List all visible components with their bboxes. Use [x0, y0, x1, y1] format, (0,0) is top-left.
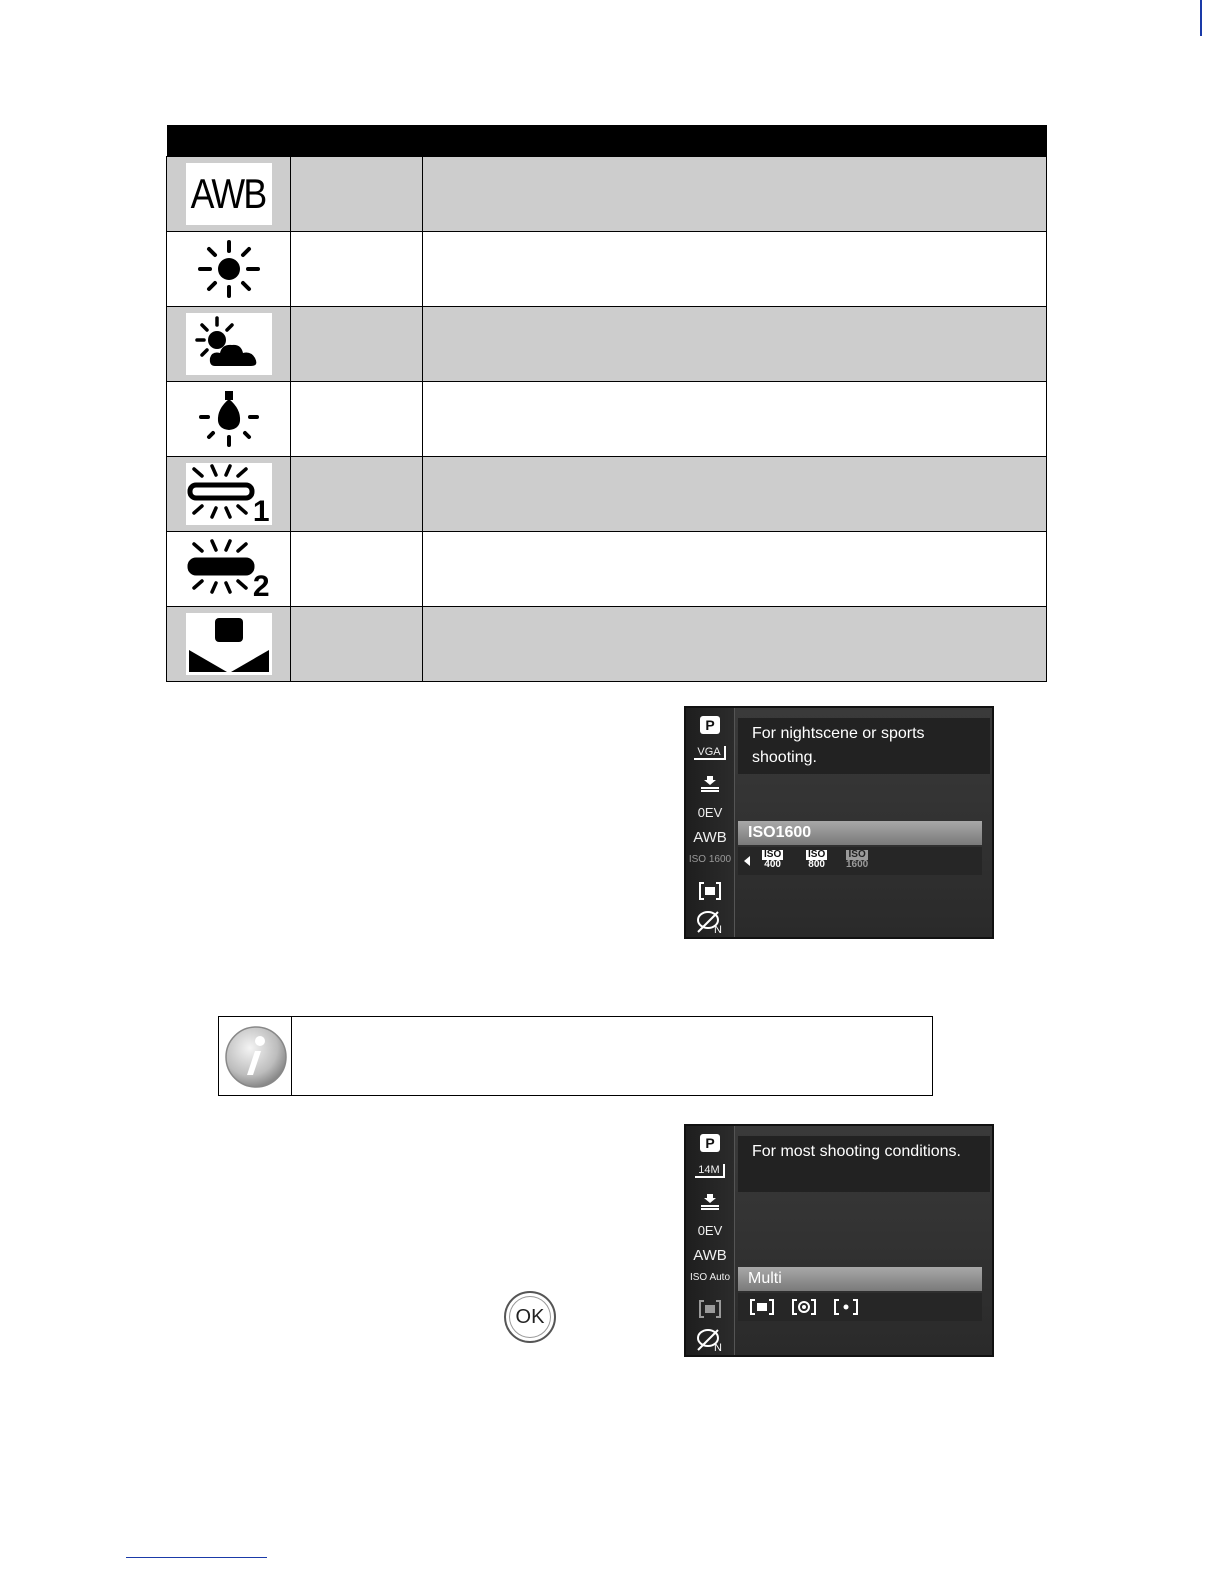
iso-selected-option[interactable]: ISO1600 [738, 821, 982, 845]
spot-metering-icon[interactable] [834, 1299, 858, 1315]
camera-side-menu [686, 708, 735, 937]
iso-options-bar [738, 847, 982, 875]
table-row [167, 307, 1047, 382]
table-row [167, 607, 1047, 682]
iso-400-option[interactable]: ISO 400 [764, 849, 782, 870]
color-effect-icon [686, 910, 734, 937]
iso-description: For nightscene or sports shooting. [738, 718, 990, 774]
white-balance-icon: AWB [693, 829, 727, 846]
left-arrow-icon[interactable] [744, 856, 750, 866]
info-icon [219, 1017, 292, 1095]
metering-icon [686, 882, 734, 903]
note-box [218, 1016, 933, 1096]
quality-icon [686, 1194, 734, 1213]
image-size-icon: VGA [686, 746, 734, 760]
program-mode-icon: P [686, 716, 734, 734]
camera-side-menu [686, 1126, 735, 1355]
color-effect-icon [686, 1328, 734, 1355]
table-row [167, 232, 1047, 307]
metering-icon [686, 1300, 734, 1321]
table-header-row [167, 125, 1047, 157]
image-size-icon: 14M [686, 1164, 734, 1178]
metering-options-bar [738, 1293, 982, 1321]
footer-link-underline [126, 1557, 267, 1558]
incandescent-bulb-icon [186, 388, 272, 450]
ok-button[interactable]: OK [504, 1291, 556, 1343]
page-edge-rule [1200, 0, 1202, 36]
metering-camera-screen [684, 1124, 994, 1357]
fluorescent-2-icon: 2 [186, 538, 272, 600]
svg-text:N: N [714, 1342, 722, 1352]
multi-metering-icon[interactable] [750, 1299, 774, 1315]
white-balance-table [166, 125, 1047, 682]
iso-800-option[interactable]: ISO 800 [808, 849, 826, 870]
metering-description: For most shooting conditions. [738, 1136, 990, 1192]
exposure-icon: 0EV [697, 805, 723, 820]
table-row [167, 382, 1047, 457]
center-metering-icon[interactable] [792, 1299, 816, 1315]
exposure-icon: 0EV [697, 1223, 723, 1238]
iso-icon: ISO 1600 [688, 854, 732, 865]
quality-icon [686, 776, 734, 795]
iso-camera-screen [684, 706, 994, 939]
iso-icon: ISO Auto [689, 1272, 731, 1283]
program-mode-icon: P [686, 1134, 734, 1152]
sun-icon [186, 238, 272, 300]
iso-1600-option[interactable]: ISO 1600 [846, 849, 869, 870]
awb-icon: AWB [186, 163, 272, 225]
table-row [167, 532, 1047, 607]
metering-selected-option[interactable]: Multi [738, 1267, 982, 1291]
table-row [167, 157, 1047, 232]
fluorescent-1-icon: 1 [186, 463, 272, 525]
custom-wb-icon [186, 613, 272, 675]
cloudy-icon [186, 313, 272, 375]
white-balance-icon: AWB [693, 1247, 727, 1264]
table-row [167, 457, 1047, 532]
svg-text:N: N [714, 924, 722, 934]
